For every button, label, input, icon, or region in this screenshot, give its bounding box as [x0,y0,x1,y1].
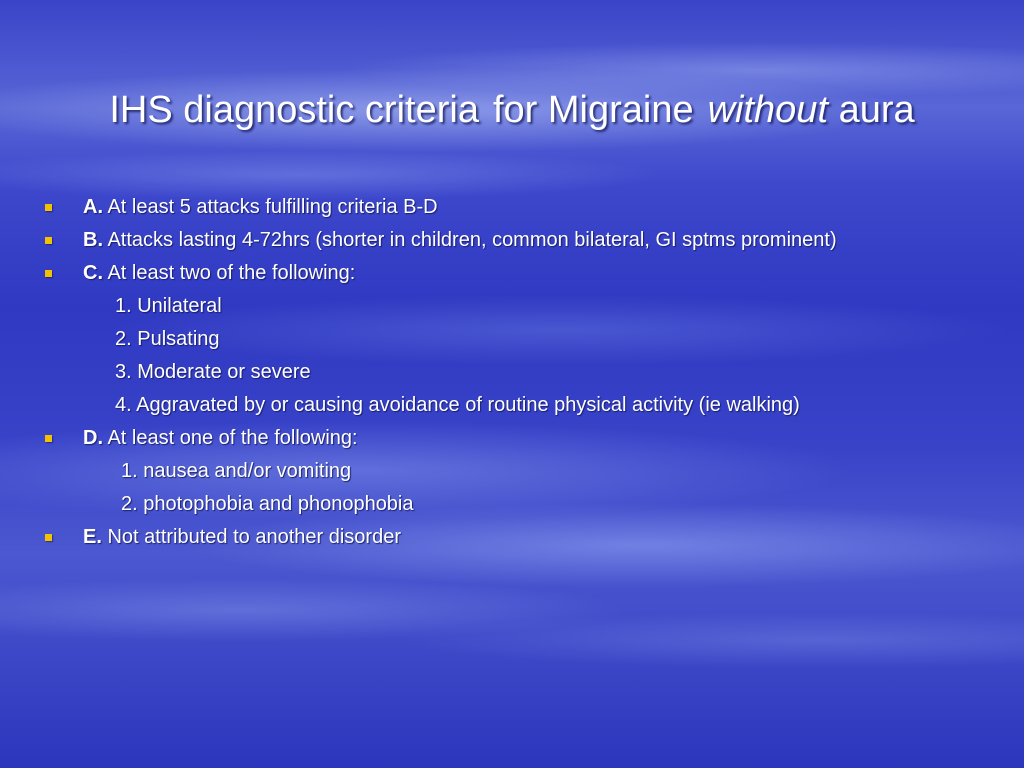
criterion-letter: B. [83,229,103,251]
criterion-letter: C. [83,262,103,284]
criterion-c [40,257,1000,290]
sub-item-text: 1. Unilateral [115,295,222,317]
criterion-c-sub-3 [40,356,1000,389]
criterion-e [40,521,1000,554]
criterion-letter: E. [83,526,102,548]
criterion-c-sub-4 [40,389,1000,422]
title-italic-word: without [707,89,828,131]
square-bullet-icon [45,237,52,244]
sub-item-text: 3. Moderate or severe [115,361,311,383]
title-part-1: IHS diagnostic criteria [109,89,479,131]
criterion-d-sub-2 [40,488,1000,521]
criterion-letter: D. [83,427,103,449]
sub-item-text: 1. nausea and/or vomiting [121,460,352,482]
criterion-text: Attacks lasting 4-72hrs (shorter in children, common bilateral, GI sptms prominent) [107,229,837,251]
title-part-3: aura [838,89,915,131]
criterion-c-sub-2 [40,323,1000,356]
square-bullet-icon [45,534,52,541]
square-bullet-icon [45,435,52,442]
title-part-2: for Migraine [492,89,694,131]
criterion-letter: A. [83,196,103,218]
square-bullet-icon [45,270,52,277]
sub-item-text: 2. Pulsating [115,328,220,350]
criterion-d-sub-1 [40,455,1000,488]
slide-title [0,80,1024,140]
criterion-text: At least one of the following: [107,427,358,449]
criterion-text: At least two of the following: [107,262,356,284]
sub-item-text: 2. photophobia and phonophobia [121,493,414,515]
sub-item-text: 4. Aggravated by or causing avoidance of routine physical activity (ie walking) [115,394,800,416]
criteria-list [40,191,1000,554]
criterion-c-sub-1 [40,290,1000,323]
square-bullet-icon [45,204,52,211]
criterion-b [40,224,1000,257]
criterion-d [40,422,1000,455]
criterion-text: Not attributed to another disorder [107,526,401,548]
criterion-a [40,191,1000,224]
criterion-text: At least 5 attacks fulfilling criteria B-D [107,196,438,218]
